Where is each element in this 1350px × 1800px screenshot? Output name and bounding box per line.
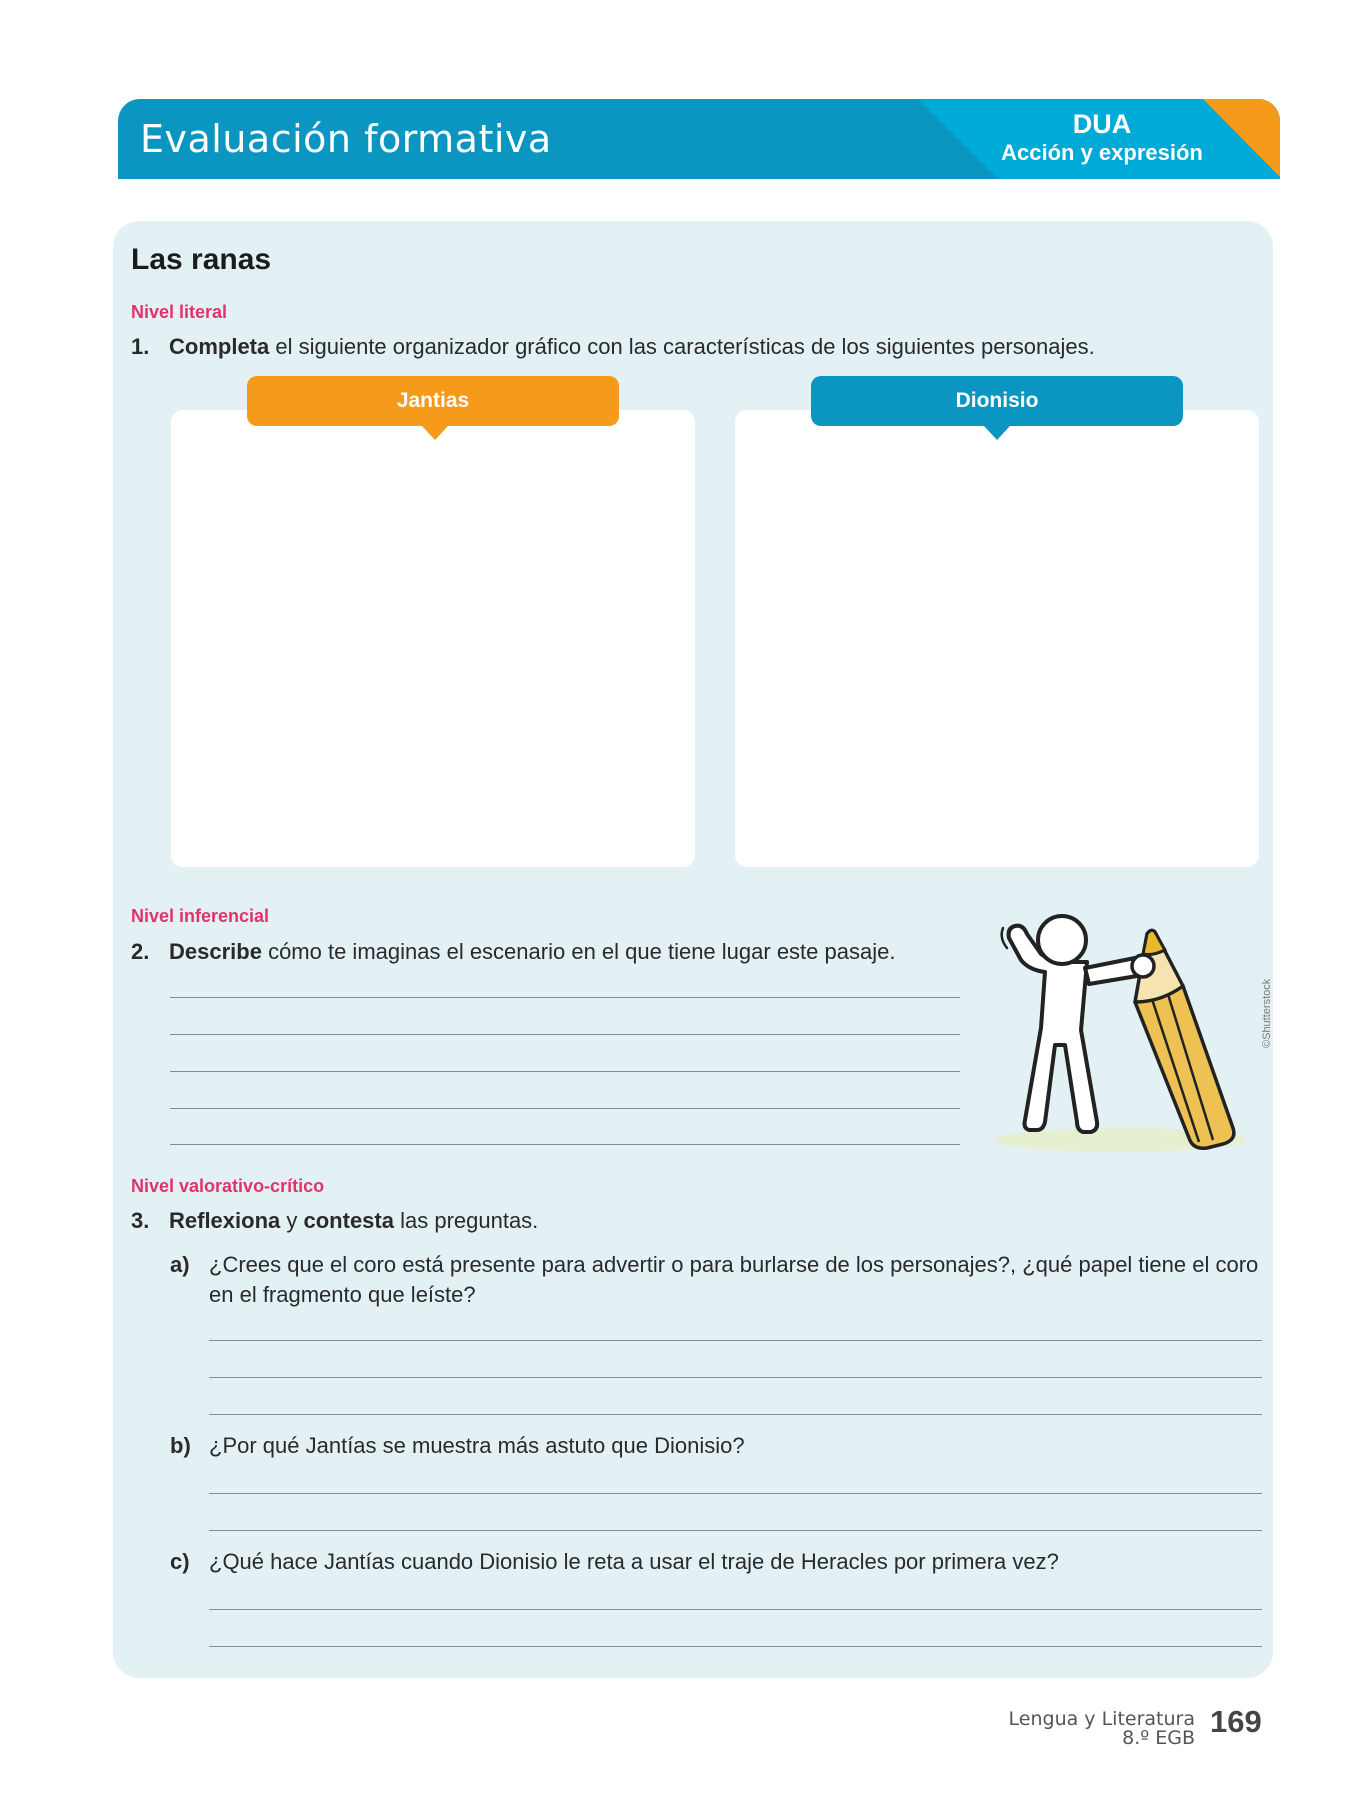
image-credit: ©Shutterstock: [1261, 978, 1273, 1048]
footer-subject-name: Lengua y Literatura: [1008, 1708, 1195, 1730]
answer-line-q2-1[interactable]: [170, 997, 960, 998]
footer-subject: [1009, 1710, 1195, 1748]
question-3-text: las preguntas.: [393, 1208, 539, 1233]
answer-line-q3a-2[interactable]: [209, 1377, 1262, 1378]
organizer-tag-jantias: Jantias: [247, 376, 619, 426]
dua-badge: [982, 109, 1222, 167]
tag-arrow-dionisio: [984, 426, 1010, 440]
organizer-tag-dionisio: Dionisio: [811, 376, 1183, 426]
organizer-box-dionisio[interactable]: [735, 410, 1259, 867]
question-3-verb-2: contesta: [303, 1208, 394, 1233]
question-3-number: 3.: [131, 1208, 150, 1233]
dua-subtitle: Acción y expresión: [1001, 140, 1203, 165]
question-3a-text: ¿Crees que el coro está presente para advertir o para burlarse de los personajes?, ¿qué papel tiene el coro en el fragmento que leíste?: [209, 1252, 1259, 1307]
footer-grade: 8.º EGB: [1122, 1727, 1195, 1749]
question-2-verb: Describe: [169, 939, 262, 964]
question-3a: [170, 1250, 1262, 1310]
question-3c-text: ¿Qué hace Jantías cuando Dionisio le reta a usar el traje de Heracles por primera vez?: [209, 1549, 1059, 1574]
question-1-text: el siguiente organizador gráfico con las características de los siguientes personajes.: [269, 334, 1095, 359]
dua-title: DUA: [1072, 109, 1132, 139]
page-title: Evaluación formativa: [140, 117, 552, 161]
answer-line-q2-2[interactable]: [170, 1034, 960, 1035]
question-3-joiner: y: [280, 1208, 304, 1233]
answer-line-q3c-1[interactable]: [209, 1609, 1262, 1610]
question-3b: [170, 1431, 1262, 1461]
level-critico: Nivel valorativo-crítico: [131, 1176, 325, 1196]
question-2-text: cómo te imaginas el escenario en el que tiene lugar este pasaje.: [261, 939, 896, 964]
question-3b-text: ¿Por qué Jantías se muestra más astuto que Dionisio?: [209, 1433, 745, 1458]
question-1-number: 1.: [131, 334, 150, 359]
section-title: Las ranas: [131, 243, 272, 276]
tag-arrow-jantias: [422, 426, 448, 440]
question-1: [131, 332, 1095, 362]
level-inferencial: Nivel inferencial: [131, 906, 270, 926]
organizer-box-jantias[interactable]: [171, 410, 695, 867]
question-3b-label: b): [170, 1433, 191, 1458]
answer-line-q3a-1[interactable]: [209, 1340, 1262, 1341]
question-1-verb: Completa: [169, 334, 270, 359]
answer-line-q3c-2[interactable]: [209, 1646, 1262, 1647]
answer-line-q3b-2[interactable]: [209, 1530, 1262, 1531]
answer-line-q3b-1[interactable]: [209, 1493, 1262, 1494]
question-2: [131, 937, 895, 967]
question-3-verb-1: Reflexiona: [169, 1208, 281, 1233]
question-3c-label: c): [170, 1549, 190, 1574]
answer-line-q3a-3[interactable]: [209, 1414, 1262, 1415]
answer-line-q2-4[interactable]: [170, 1108, 960, 1109]
answer-line-q2-5[interactable]: [170, 1144, 960, 1145]
question-2-number: 2.: [131, 939, 150, 964]
header-banner: [118, 99, 1280, 179]
question-3a-label: a): [170, 1252, 190, 1277]
page-number: 169: [1210, 1704, 1262, 1739]
level-literal: Nivel literal: [131, 302, 228, 322]
question-3c: [170, 1547, 1262, 1577]
person-with-pencil-icon: [985, 910, 1250, 1160]
answer-line-q2-3[interactable]: [170, 1071, 960, 1072]
question-3: [131, 1206, 538, 1236]
